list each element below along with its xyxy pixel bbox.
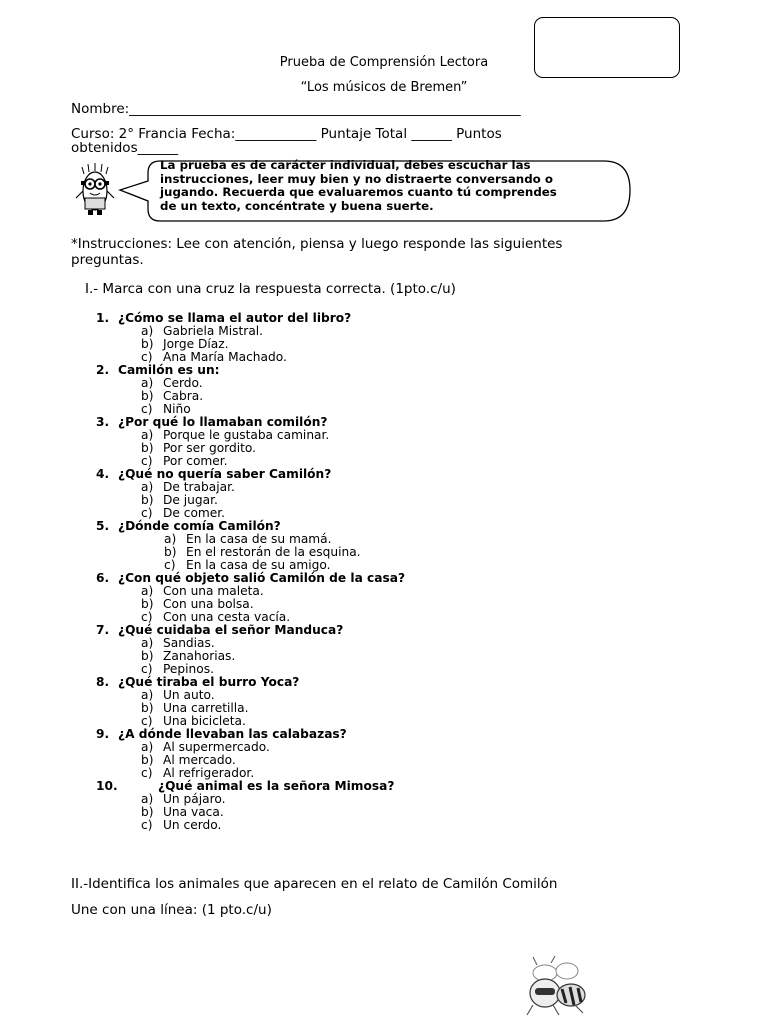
option-label: En la casa de su mamá. bbox=[186, 532, 332, 546]
option-label: Un auto. bbox=[163, 688, 215, 702]
option-label: Por comer. bbox=[163, 454, 228, 468]
option-label: Con una maleta. bbox=[163, 584, 264, 598]
question-number: 8. bbox=[96, 675, 110, 689]
answer-option[interactable] bbox=[141, 818, 221, 832]
answer-option[interactable] bbox=[141, 402, 191, 416]
question-number: 3. bbox=[96, 415, 110, 429]
option-letter: a) bbox=[141, 792, 154, 806]
option-letter: b) bbox=[141, 389, 154, 403]
option-letter: b) bbox=[141, 597, 154, 611]
answer-option[interactable] bbox=[164, 532, 332, 546]
option-label: En el restorán de la esquina. bbox=[186, 545, 361, 559]
question-label: ¿Dónde comía Camilón? bbox=[118, 519, 281, 533]
option-label: Una bicicleta. bbox=[163, 714, 246, 728]
section1-heading: I.- Marca con una cruz la respuesta correcta. (1pto.c/u) bbox=[85, 281, 456, 297]
option-label: Una carretilla. bbox=[163, 701, 249, 715]
question-text bbox=[96, 415, 327, 429]
option-letter: c) bbox=[141, 506, 153, 520]
answer-option[interactable] bbox=[141, 441, 256, 455]
answer-option[interactable] bbox=[141, 480, 235, 494]
question-number: 1. bbox=[96, 311, 110, 325]
option-label: Cabra. bbox=[163, 389, 204, 403]
option-letter: a) bbox=[141, 740, 154, 754]
option-label: Sandias. bbox=[163, 636, 215, 650]
option-label: Cerdo. bbox=[163, 376, 203, 390]
section2-heading: II.-Identifica los animales que aparecen en el relato de Camilón Comilón bbox=[71, 876, 558, 892]
option-letter: c) bbox=[141, 818, 153, 832]
option-label: En la casa de su amigo. bbox=[186, 558, 331, 572]
curso-fecha-puntaje-field[interactable]: Curso: 2° Francia Fecha:____________ Puntaje Total ______ Puntos bbox=[71, 126, 502, 142]
option-label: Gabriela Mistral. bbox=[163, 324, 264, 338]
question-text bbox=[96, 571, 405, 585]
option-letter: b) bbox=[141, 493, 154, 507]
answer-option[interactable] bbox=[141, 805, 224, 819]
option-letter: a) bbox=[141, 480, 154, 494]
question-text bbox=[96, 675, 299, 689]
option-label: Jorge Díaz. bbox=[163, 337, 229, 351]
answer-option[interactable] bbox=[141, 428, 329, 442]
question-label: ¿Qué tiraba el burro Yoca? bbox=[118, 675, 300, 689]
notice-line: instrucciones, leer muy bien y no distraerte conversando o bbox=[160, 171, 553, 186]
option-label: Un pájaro. bbox=[163, 792, 226, 806]
answer-option[interactable] bbox=[141, 766, 254, 780]
answer-option[interactable] bbox=[141, 753, 236, 767]
option-letter: c) bbox=[141, 610, 153, 624]
option-letter: a) bbox=[141, 324, 154, 338]
answer-option[interactable] bbox=[141, 597, 254, 611]
question-label: ¿Qué animal es la señora Mimosa? bbox=[158, 779, 395, 793]
question-label: ¿Qué cuidaba el señor Manduca? bbox=[118, 623, 344, 637]
question-label: ¿Por qué lo llamaban comilón? bbox=[118, 415, 328, 429]
option-letter: c) bbox=[164, 558, 176, 572]
question-label: ¿Con qué objeto salió Camilón de la casa? bbox=[118, 571, 406, 585]
answer-option[interactable] bbox=[141, 506, 225, 520]
question-text bbox=[96, 311, 351, 325]
option-letter: b) bbox=[141, 337, 154, 351]
notice-line: de un texto, concéntrate y buena suerte. bbox=[160, 198, 434, 213]
option-letter: b) bbox=[141, 753, 154, 767]
answer-option[interactable] bbox=[141, 337, 228, 351]
instructions-notice bbox=[160, 159, 590, 213]
option-letter: c) bbox=[141, 662, 153, 676]
answer-option[interactable] bbox=[141, 350, 287, 364]
option-label: De jugar. bbox=[163, 493, 218, 507]
question-number: 7. bbox=[96, 623, 110, 637]
question-text bbox=[96, 727, 347, 741]
option-label: Al supermercado. bbox=[163, 740, 270, 754]
option-letter: c) bbox=[141, 766, 153, 780]
option-letter: b) bbox=[141, 805, 154, 819]
question-number: 4. bbox=[96, 467, 110, 481]
answer-option[interactable] bbox=[141, 610, 290, 624]
question-number: 9. bbox=[96, 727, 110, 741]
option-label: Un cerdo. bbox=[163, 818, 222, 832]
section2-subheading: Une con una línea: (1 pto.c/u) bbox=[71, 902, 272, 918]
option-letter: a) bbox=[141, 376, 154, 390]
question-label: ¿Cómo se llama el autor del libro? bbox=[118, 311, 352, 325]
option-label: Niño bbox=[163, 402, 191, 416]
answer-option[interactable] bbox=[141, 688, 215, 702]
answer-option[interactable] bbox=[141, 662, 214, 676]
question-label: ¿A dónde llevaban las calabazas? bbox=[118, 727, 347, 741]
answer-option[interactable] bbox=[141, 493, 218, 507]
instructions-line: *Instrucciones: Lee con atención, piensa y luego responde las siguientes bbox=[71, 236, 563, 252]
question-text bbox=[96, 779, 394, 793]
option-label: Pepinos. bbox=[163, 662, 214, 676]
puntos-obtenidos-field[interactable]: obtenidos______ bbox=[71, 140, 179, 156]
option-label: Por ser gordito. bbox=[163, 441, 256, 455]
bee-cartoon-icon bbox=[515, 955, 600, 1020]
answer-option[interactable] bbox=[164, 558, 331, 572]
option-label: Zanahorias. bbox=[163, 649, 236, 663]
option-letter: b) bbox=[164, 545, 177, 559]
question-number: 10. bbox=[96, 779, 118, 793]
answer-option[interactable] bbox=[141, 701, 248, 715]
option-label: Una vaca. bbox=[163, 805, 224, 819]
notice-line: La prueba es de carácter individual, debes escuchar las bbox=[160, 158, 531, 172]
option-label: De trabajar. bbox=[163, 480, 235, 494]
answer-option[interactable] bbox=[141, 454, 228, 468]
answer-option[interactable] bbox=[141, 636, 215, 650]
answer-option[interactable] bbox=[141, 649, 235, 663]
question-text bbox=[96, 519, 281, 533]
answer-option[interactable] bbox=[141, 740, 270, 754]
option-letter: c) bbox=[141, 454, 153, 468]
option-letter: a) bbox=[141, 688, 154, 702]
option-label: Ana María Machado. bbox=[163, 350, 287, 364]
option-label: Al mercado. bbox=[163, 753, 236, 767]
question-number: 5. bbox=[96, 519, 110, 533]
option-label: Con una cesta vacía. bbox=[163, 610, 291, 624]
answer-option[interactable] bbox=[141, 792, 225, 806]
option-letter: a) bbox=[141, 636, 154, 650]
option-letter: a) bbox=[164, 532, 177, 546]
question-number: 2. bbox=[96, 363, 110, 377]
option-label: Al refrigerador. bbox=[163, 766, 255, 780]
option-label: Con una bolsa. bbox=[163, 597, 254, 611]
option-letter: b) bbox=[141, 649, 154, 663]
answer-option[interactable] bbox=[164, 545, 361, 559]
question-text bbox=[96, 363, 220, 377]
answer-option[interactable] bbox=[141, 324, 263, 338]
option-letter: b) bbox=[141, 441, 154, 455]
option-letter: c) bbox=[141, 350, 153, 364]
page-subtitle: “Los músicos de Bremen” bbox=[300, 80, 468, 95]
answer-option[interactable] bbox=[141, 376, 203, 390]
question-label: ¿Qué no quería saber Camilón? bbox=[118, 467, 332, 481]
option-letter: a) bbox=[141, 584, 154, 598]
option-letter: a) bbox=[141, 428, 154, 442]
option-letter: c) bbox=[141, 714, 153, 728]
option-label: Porque le gustaba caminar. bbox=[163, 428, 330, 442]
option-label: De comer. bbox=[163, 506, 226, 520]
answer-option[interactable] bbox=[141, 584, 264, 598]
notice-line: jugando. Recuerda que evaluaremos cuanto tú comprendes bbox=[160, 185, 557, 199]
option-letter: b) bbox=[141, 701, 154, 715]
nombre-field[interactable]: Nombre:__________________________________________________________ bbox=[71, 101, 521, 117]
question-text bbox=[96, 623, 343, 637]
question-label: Camilón es un: bbox=[118, 363, 220, 377]
question-text bbox=[96, 467, 331, 481]
question-number: 6. bbox=[96, 571, 110, 585]
page-title: Prueba de Comprensión Lectora bbox=[279, 55, 489, 70]
instructions-line: preguntas. bbox=[71, 252, 144, 268]
option-letter: c) bbox=[141, 402, 153, 416]
answer-option[interactable] bbox=[141, 714, 246, 728]
answer-option[interactable] bbox=[141, 389, 203, 403]
